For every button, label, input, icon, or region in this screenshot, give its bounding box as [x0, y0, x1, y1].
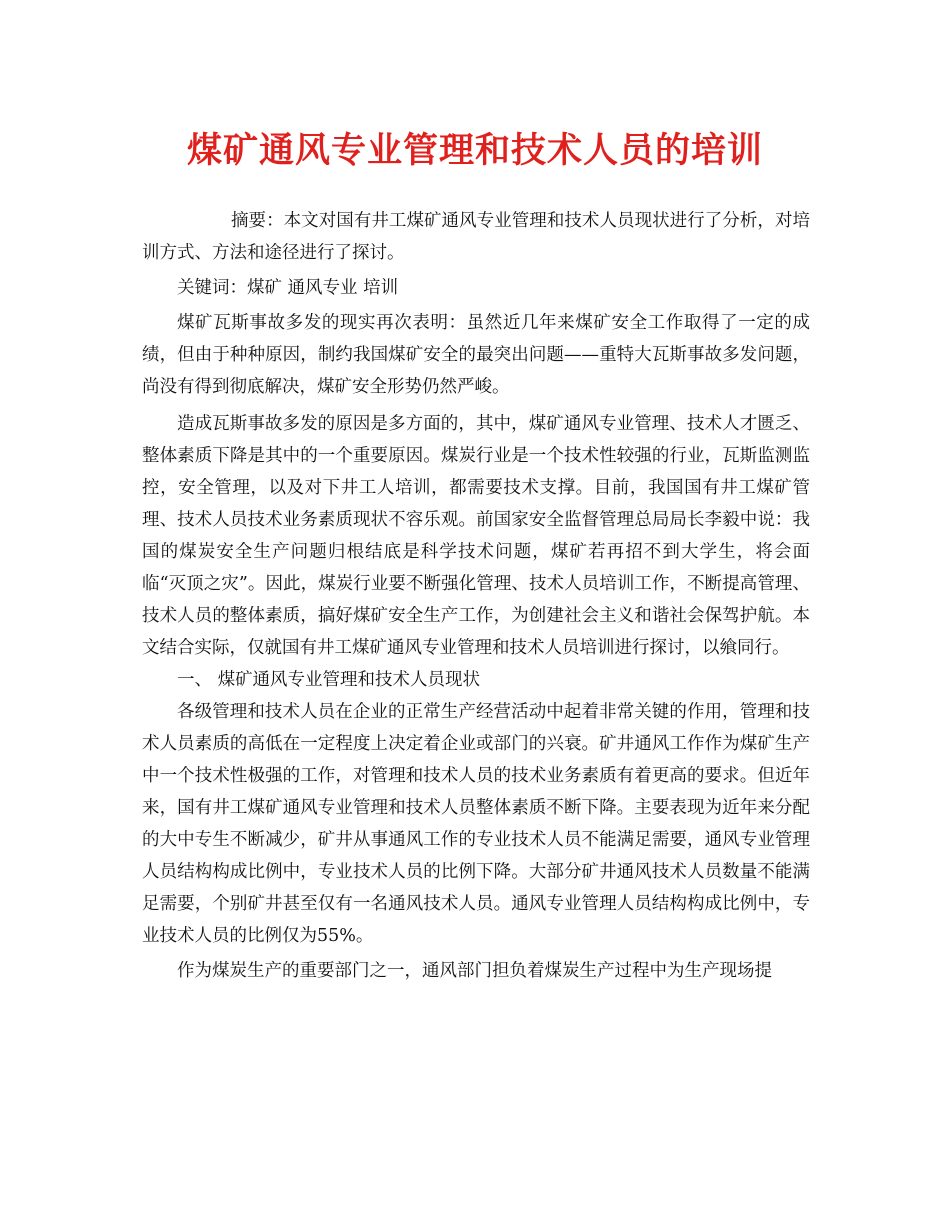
body-paragraph-1: 煤矿瓦斯事故多发的现实再次表明：虽然近几年来煤矿安全工作取得了一定的成绩，但由于种种原因，制约我国煤矿安全的最突出问题——重特大瓦斯事故多发问题，尚没有得到彻底解决，煤矿安全形势仍然严峻。	[142, 313, 810, 397]
section-heading-1: 一、 煤矿通风专业管理和技术人员现状	[177, 670, 481, 690]
abstract-paragraph: 摘要：本文对国有井工煤矿通风专业管理和技术人员现状进行了分析，对培训方式、方法和途径进行了探讨。	[142, 211, 810, 263]
document-body	[142, 205, 810, 987]
keywords-line: 关键词：煤矿 通风专业 培训	[177, 278, 399, 298]
body-paragraph-2: 造成瓦斯事故多发的原因是多方面的，其中，煤矿通风专业管理、技术人才匮乏、整体素质下降是其中的一个重要原因。煤炭行业是一个技术性较强的行业，瓦斯监测监控，安全管理，以及对下井工人培训，都需要技术支撑。目前，我国国有井工煤矿管理、技术人员技术业务素质现状不容乐观。前国家安全监督管理总局局长李毅中说：我国的煤炭安全生产问题归根结底是科学技术问题，煤矿若再招不到大学生，将会面临“灭顶之灾”。因此，煤炭行业要不断强化管理、技术人员培训工作，不断提高管理、技术人员的整体素质，搞好煤矿安全生产工作，为创建社会主义和谐社会保驾护航。本文结合实际，仅就国有井工煤矿通风专业管理和技术人员培训进行探讨，以飨同行。	[142, 414, 810, 658]
section-paragraph-1: 各级管理和技术人员在企业的正常生产经营活动中起着非常关键的作用，管理和技术人员素质的高低在一定程度上决定着企业或部门的兴衰。矿井通风工作作为煤矿生产中一个技术性极强的工作，对管理和技术人员的技术业务素质有着更高的要求。但近年来，国有井工煤矿通风专业管理和技术人员整体素质不断下降。主要表现为近年来分配的大中专生不断减少，矿井从事通风工作的专业技术人员不能满足需要，通风专业管理人员结构构成比例中，专业技术人员的比例下降。大部分矿井通风技术人员数量不能满足需要，个别矿井甚至仅有一名通风技术人员。通风专业管理人员结构构成比例中，专业技术人员的比例仅为55%。	[142, 702, 810, 946]
document-title: 煤矿通风专业管理和技术人员的培训	[186, 130, 763, 171]
section-paragraph-2: 作为煤炭生产的重要部门之一，通风部门担负着煤炭生产过程中为生产现场提	[177, 961, 772, 981]
